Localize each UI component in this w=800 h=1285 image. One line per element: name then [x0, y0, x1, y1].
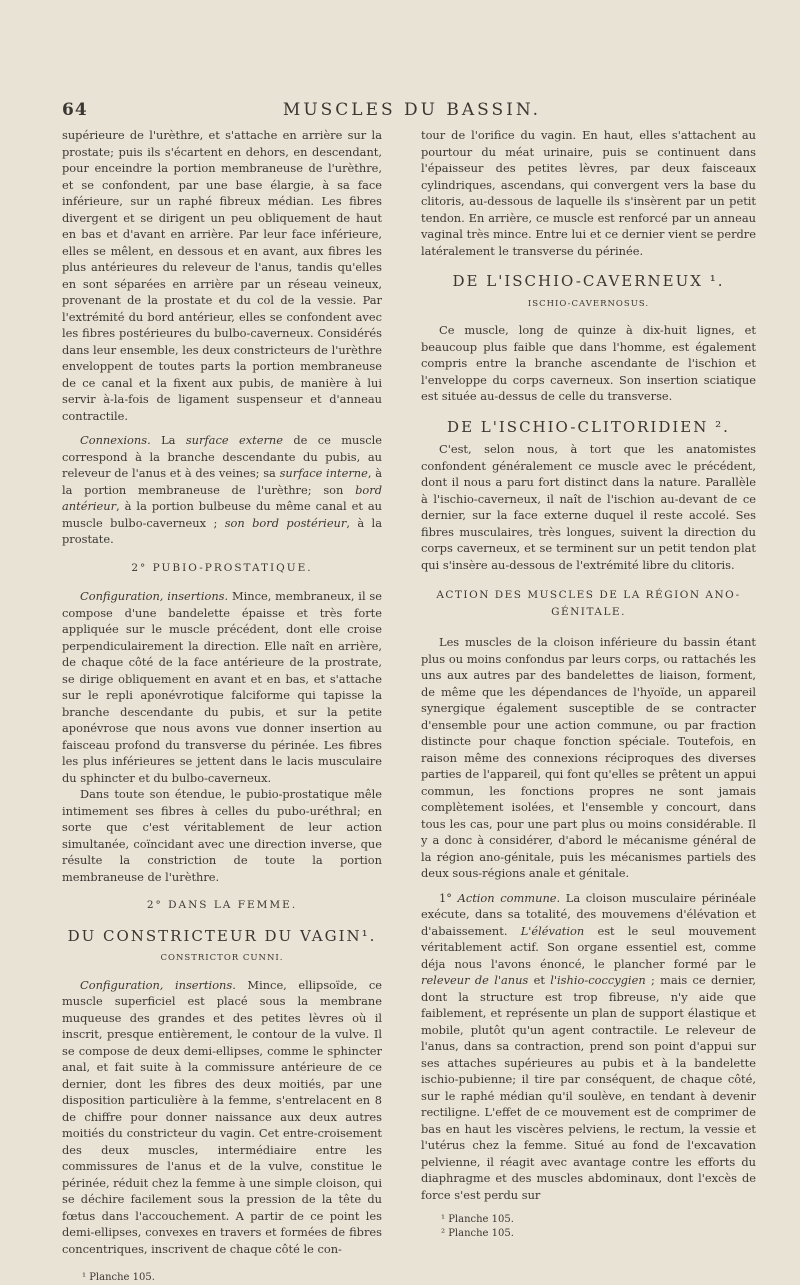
emphasis: surface externe [185, 433, 283, 447]
section-heading-ischio-caverneux: DE L'ISCHIO-CAVERNEUX ¹. [452, 272, 725, 290]
text-run: 1° [439, 890, 458, 905]
paragraph: Dans toute son étendue, le pubio-prostatique mêle intimement ses fibres à celles du pubo-uréthral; en sorte que c'est véritablement de leur action simultanée, coïncidant avec une direction inverse, que résulte la constriction de toute la portion membraneuse de l'urèthre. [62, 787, 382, 884]
emphasis: l'ishio-coccygien [550, 973, 646, 987]
paragraph: tour de l'orifice du vagin. En haut, elles s'attachent au pourtour du méat urinaire, puis se continuent dans l'épaisseur des petites lèvres, par deux faisceaux cylindriques, ascendans, qui convergent vers la base du clitoris, au-dessous de laquelle ils s'insèrent par un petit tendon. En arrière, ce muscle est renforcé par un anneau vaginal très mince. Entre lui et ce dernier vient se perdre latéralement le transverse du périnée. [421, 128, 756, 258]
text-run: La cloison musculaire périnéale exécute, dans sa totalité, des mouvemens d'élévation et d'abaissement. [421, 890, 756, 938]
paragraph-lead: Configuration, insertions. [80, 589, 229, 603]
paragraph-action-commune [421, 890, 756, 1204]
section-heading-ischio-clitoridien: DE L'ISCHIO-CLITORIDIEN ². [447, 417, 730, 436]
text-run: de ce muscle correspond à la branche descendante du pubis, au releveur de l'anus et à des veines; sa [62, 433, 382, 480]
text-run: , à la portion membraneuse de l'urèthre; son [62, 466, 382, 497]
text-run: , à la portion bulbeuse du même canal et au muscle bulbo-caverneux ; [62, 499, 382, 530]
page-header [62, 100, 762, 122]
paragraph: Les muscles de la cloison inférieure du bassin étant plus ou moins confondus par leurs corps, ou rattachés les uns aux autres par des bandelettes de liaison, forment, de même que les dépendances de l'hyoïde, un appareil synergique également susceptible de se contracter d'ensemble pour une action commune, ou par fraction distincte pour chaque fonction spéciale. Toutefois, en raison même des connexions réciproques des diverses parties de l'appareil, qui font qu'elles se prêtent un appui commun, les fonctions propres ne sont jamais complètement isolées, et l'ensemble y concourt, dans tous les cas, pour une part plus ou moins considérable. Il y a donc à considérer, d'abord le mécanisme général de la région ano-génitale, puis les mécanismes partiels des deux sous-régions anale et génitale. [421, 635, 756, 880]
emphasis: L'élévation [520, 923, 585, 938]
section-heading-action: ACTION DES MUSCLES DE LA RÉGION ANO-GÉNITALE. [436, 589, 741, 618]
right-column [421, 127, 756, 1241]
paragraph-lead: Connexions. [80, 433, 151, 447]
footnote: ² Planche 105. [441, 1228, 514, 1239]
left-column [62, 127, 382, 1285]
text-run: ; mais ce dernier, dont la structure est trop fibreuse, n'y aide que faiblement, et représente un plan de support élastique et mobile, plutôt qu'un agent contractile. Le releveur de l'anus, dans sa contraction, prend son point d'appui sur ses attaches supérieures au pubis et à la bandelette ischio-pubienne; il tire par conséquent, de chaque côté, sur le raphé médian qu'il soulève, en tendant à devenir rectiligne. L'effet de ce mouvement est de comprimer de bas en haut les viscères pelviens, le rectum, la vessie et l'utérus chez la femme. Situé au fond de l'excavation pelvienne, il réagit avec avantage contre les efforts du diaphragme et des muscles abdominaux, dont l'excès de force s'est perdu sur [421, 973, 757, 1202]
paragraph-connexions [62, 432, 382, 548]
text-run: et [528, 973, 551, 987]
text-run: Mince, ellipsoïde, ce muscle superficiel est placé sous la membrane muqueuse des grandes et des petites lèvres où il inscrit, presque entièrement, le contour de la vulve. Il se compose de deux demi-ellipses, comme le sphincter anal, et fait suite à la commissure antérieure de ce dernier, dont les fibres des deux moitiés, par une disposition particulière à la femme, s'entrelacent en 8 de chiffre pour donner naissance aux deux autres moitiés du constricteur du vagin. Cet entre-croisement des deux muscles, intermédiaire entre les commissures de l'anus et de la vulve, constitue le périnée, réduit chez la femme à une simple cloison, qui se déchire facilement sous la pression de la tête du fœtus dans l'accouchement. A partir de ce point les demi-ellipses, convexes en travers et formées de fibres concentriques, inscrivent de chaque côté le con- [62, 977, 382, 1256]
paragraph: supérieure de l'urèthre, et s'attache en arrière sur la prostate; puis ils s'écartent en dehors, en descendant, pour enceindre la portion membraneuse de l'urèthre, et se confondent, par une base élargie, à sa face inférieure, sur un raphé fibreux médian. Les fibres divergent et se dirigent un peu obliquement de haut en bas et d'avant en arrière. Par leur face inférieure, elles se mêlent, en dessous et en avant, aux fibres les plus antérieures du releveur de l'anus, tandis qu'elles en sont séparées en arrière par un réseau veineux, provenant de la prostate et du col de la vessie. Par l'extrémité du bord antérieur, elles se confondent avec les fibres postérieures du bulbo-caverneux. Considérés dans leur ensemble, les deux constricteurs de l'urèthre enveloppent de toutes parts la portion membraneuse de ce canal et la fixent aux pubis, de manière à lui servir à-la-fois de ligament suspenseur et d'anneau contractile. [62, 128, 382, 423]
paragraph-lead: Action commune. [457, 890, 561, 905]
paragraph-lead: Configuration, insertions. [80, 977, 236, 992]
running-title: MUSCLES DU BASSIN. [282, 100, 542, 120]
paragraph: C'est, selon nous, à tort que les anatomistes confondent généralement ce muscle avec le précédent, dont il nous a paru fort distinct dans la nature. Parallèle à l'ischio-caverneux, il naît de l'ischion au-devant de ce dernier, sur la face externe duquel il reste accolé. Ses fibres musculaires, très longues, suivent la direction du corps caverneux, et se terminent sur un petit tendon plat qui s'insère au-dessous de l'extrémité libre du clitoris. [421, 442, 756, 572]
text-run: est le seul mouvement véritablement actif. Son organe essentiel est, comme déja nous l'avons énoncé, le plancher formé par le [421, 923, 756, 971]
latin-subheading: ISCHIO-CAVERNOSUS. [527, 298, 650, 309]
text-run: Mince, membraneux, il se compose d'une bandelette épaisse et très forte appliquée sur le muscle précédent, dont elle croise perpendiculairement la direction. Elle naît en arrière, de chaque côté de la face antérieure de la prostrate, se dirige obliquement en avant et en bas, et s'attache sur le repli aponévrotique falciforme qui tapisse la branche descendante du pubis, et sur la petite aponévrose que nous avons vue donner insertion au faisceau profond du transverse du périnée. Les fibres les plus inférieures se jettent dans le lacis musculaire du sphincter et du bulbo-caverneux. [62, 589, 382, 785]
emphasis: surface interne [279, 466, 368, 480]
latin-subheading: CONSTRICTOR CUNNI. [160, 953, 284, 963]
paragraph-configuration [62, 977, 382, 1258]
section-heading-pubio-prostatique: 2° PUBIO-PROSTATIQUE. [131, 561, 313, 574]
footnote: ¹ Planche 105. [82, 1272, 155, 1283]
emphasis: releveur de l'anus [421, 973, 529, 987]
emphasis: son bord postérieur [224, 515, 347, 530]
footnote: ¹ Planche 105. [441, 1214, 514, 1225]
paragraph-configuration [62, 588, 382, 786]
section-heading-constricteur: DU CONSTRICTEUR DU VAGIN¹. [67, 926, 377, 945]
emphasis: bord antérieur [62, 482, 382, 513]
text-run: , à la prostate. [62, 515, 382, 546]
text-run: La [150, 433, 186, 447]
page-number: 64 [62, 100, 88, 120]
section-heading-femme: 2° DANS LA FEMME. [146, 899, 298, 911]
paragraph: Ce muscle, long de quinze à dix-huit lignes, et beaucoup plus faible que dans l'homme, est également compris entre la branche ascendante de l'ischion et l'enveloppe du corps caverneux. Son insertion sciatique est située au-dessus de celle du transverse. [421, 323, 756, 403]
